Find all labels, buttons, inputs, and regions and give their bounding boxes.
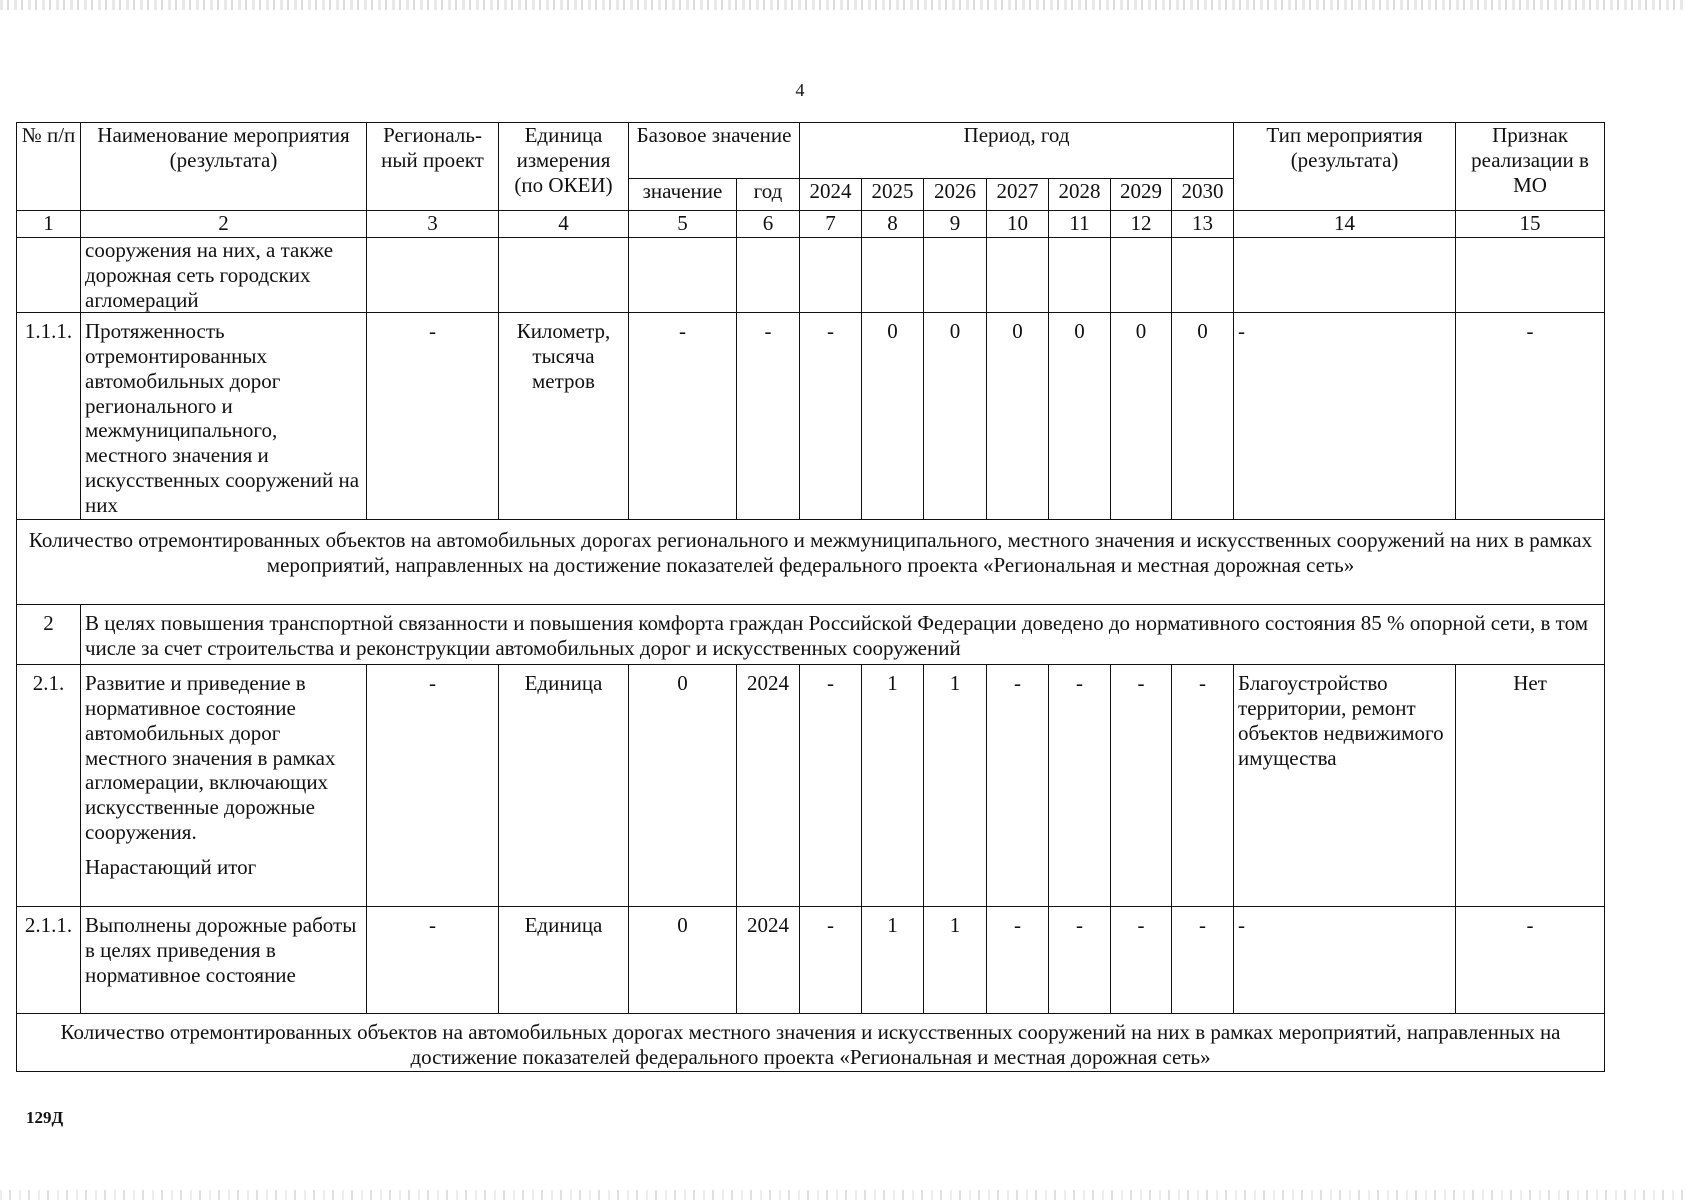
row-unit: Единица — [499, 665, 629, 907]
column-number: 7 — [800, 211, 862, 238]
header-year: 2027 — [987, 179, 1049, 211]
empty-cell — [1172, 238, 1234, 313]
column-number: 13 — [1172, 211, 1234, 238]
empty-cell — [1111, 238, 1172, 313]
row-year-value: - — [987, 907, 1049, 1014]
scan-border-top — [0, 0, 1686, 10]
empty-cell — [1049, 238, 1111, 313]
row-mo: Нет — [1456, 665, 1605, 907]
row-year-value: 0 — [1172, 313, 1234, 520]
header-year: 2028 — [1049, 179, 1111, 211]
row-num: 1.1.1. — [17, 313, 81, 520]
header-unit: Единица измерения (по ОКЕИ) — [499, 123, 629, 211]
empty-cell — [629, 238, 737, 313]
page-number: 4 — [795, 80, 805, 100]
row-num: 2.1. — [17, 665, 81, 907]
row-year-value: - — [800, 313, 862, 520]
header-year: 2030 — [1172, 179, 1234, 211]
row-year-value: - — [1172, 907, 1234, 1014]
column-number: 1 — [17, 211, 81, 238]
row-regional: - — [367, 665, 499, 907]
row-year-value: 0 — [987, 313, 1049, 520]
row-year-value: 0 — [1111, 313, 1172, 520]
header-regional: Региональ-ный проект — [367, 123, 499, 211]
table-row-2-1-1 — [17, 907, 1605, 1014]
goal-text: В целях повышения транспортной связанности и повышения комфорта граждан Российской Федерации доведено до нормативного состояния 85 % опорной сети, в том числе за счет строительства и реконструкции автомобильных дорог и искусственных сооружений — [81, 605, 1605, 665]
row-num-cell — [17, 238, 81, 313]
header-mo: Признак реализации в МО — [1456, 123, 1605, 211]
empty-cell — [862, 238, 924, 313]
header-base-year: год — [737, 179, 800, 211]
row-year-value: 1 — [924, 907, 987, 1014]
column-number: 5 — [629, 211, 737, 238]
empty-cell — [987, 238, 1049, 313]
row-num: 2 — [17, 605, 81, 665]
column-number: 4 — [499, 211, 629, 238]
table-row-2-1 — [17, 665, 1605, 907]
document-code: 129Д — [26, 1108, 64, 1127]
row-year-value: - — [987, 665, 1049, 907]
table-row-indicator-1 — [17, 520, 1605, 605]
header-period: Период, год — [800, 123, 1234, 179]
row-name: Выполнены дорожные работы в целях приведения в нормативное состояние — [81, 907, 367, 1014]
column-number: 12 — [1111, 211, 1172, 238]
row-year-value: 1 — [862, 907, 924, 1014]
table-row-2 — [17, 605, 1605, 665]
column-number: 3 — [367, 211, 499, 238]
column-number: 6 — [737, 211, 800, 238]
row-base-year: 2024 — [737, 665, 800, 907]
empty-cell — [737, 238, 800, 313]
header-year: 2029 — [1111, 179, 1172, 211]
row-year-value: 1 — [924, 665, 987, 907]
row-base-value: 0 — [629, 907, 737, 1014]
empty-cell — [367, 238, 499, 313]
row-regional: - — [367, 313, 499, 520]
row-year-value: 1 — [862, 665, 924, 907]
header-base: Базовое значение — [629, 123, 800, 179]
row-base-year: - — [737, 313, 800, 520]
row-unit: Единица — [499, 907, 629, 1014]
activities-table — [16, 122, 1605, 1072]
row-type: - — [1234, 313, 1456, 520]
row-unit: Километр, тысяча метров — [499, 313, 629, 520]
column-number: 15 — [1456, 211, 1605, 238]
table-row-indicator-2 — [17, 1014, 1605, 1072]
row-mo: - — [1456, 313, 1605, 520]
header-type: Тип мероприятия (результата) — [1234, 123, 1456, 211]
row-year-value: - — [800, 665, 862, 907]
row-name: Развитие и приведение в нормативное состояние автомобильных дорог местного значения в рамках агломерации, включающих искусственные дорожные сооружения. — [85, 671, 336, 844]
indicator-text: Количество отремонтированных объектов на автомобильных дорогах регионального и межмуниципального, местного значения и искусственных сооружений на них в рамках мероприятий, направленных на достижение показателей федерального проекта «Региональная и местная дорожная сеть» — [17, 520, 1605, 605]
empty-cell — [1234, 238, 1456, 313]
row-name: Протяженность отремонтированных автомобильных дорог регионального и межмуниципального, местного значения и искусственных сооружений на них — [81, 313, 367, 520]
row-year-value: - — [1111, 907, 1172, 1014]
indicator-text: Количество отремонтированных объектов на автомобильных дорогах местного значения и искусственных сооружений на них в рамках мероприятий, направленных на достижение показателей федерального проекта «Региональная и местная дорожная сеть» — [17, 1014, 1605, 1072]
row-year-value: 0 — [924, 313, 987, 520]
header-year: 2024 — [800, 179, 862, 211]
header-name: Наименование мероприятия (результата) — [81, 123, 367, 211]
column-number: 2 — [81, 211, 367, 238]
row-year-value: - — [1111, 665, 1172, 907]
row-base-value: - — [629, 313, 737, 520]
column-numbers-row — [17, 211, 1605, 238]
column-number: 14 — [1234, 211, 1456, 238]
row-base-value: 0 — [629, 665, 737, 907]
column-number: 10 — [987, 211, 1049, 238]
header-year: 2026 — [924, 179, 987, 211]
row-type: - — [1234, 907, 1456, 1014]
empty-cell — [924, 238, 987, 313]
row-regional: - — [367, 907, 499, 1014]
header-year: 2025 — [862, 179, 924, 211]
row-year-value: - — [1049, 665, 1111, 907]
row-mo: - — [1456, 907, 1605, 1014]
empty-cell — [1456, 238, 1605, 313]
row-type: Благоустройство территории, ремонт объектов недвижимого имущества — [1234, 665, 1456, 907]
header-num: № п/п — [17, 123, 81, 211]
row-year-value: 0 — [1049, 313, 1111, 520]
column-number: 9 — [924, 211, 987, 238]
header-base-value: значение — [629, 179, 737, 211]
row-name: сооружения на них, а также дорожная сеть городских агломераций — [81, 238, 367, 313]
empty-cell — [800, 238, 862, 313]
row-year-value: - — [1049, 907, 1111, 1014]
table-row-1-1-1 — [17, 313, 1605, 520]
row-year-value: - — [800, 907, 862, 1014]
scan-border-bottom — [0, 1190, 1686, 1200]
column-number: 11 — [1049, 211, 1111, 238]
row-year-value: - — [1172, 665, 1234, 907]
row-num: 2.1.1. — [17, 907, 81, 1014]
row-year-value: 0 — [862, 313, 924, 520]
empty-cell — [499, 238, 629, 313]
row-name-note: Нарастающий итог — [85, 854, 257, 879]
row-name-cell — [81, 665, 367, 907]
column-number: 8 — [862, 211, 924, 238]
table-row-continuation — [17, 238, 1605, 313]
row-base-year: 2024 — [737, 907, 800, 1014]
